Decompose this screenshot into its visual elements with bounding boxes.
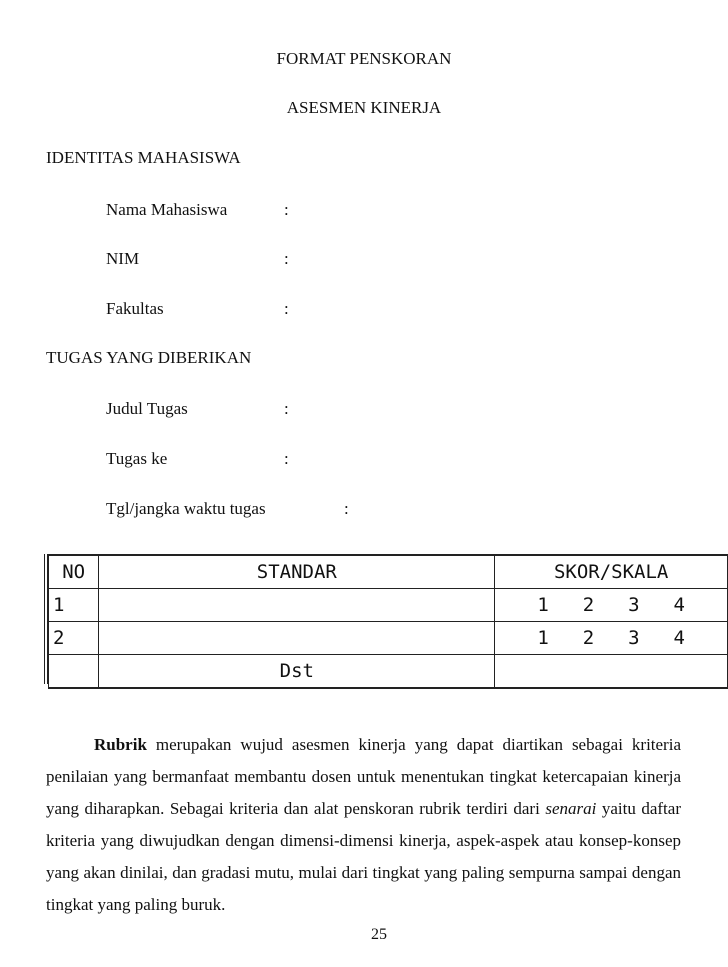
- paragraph-text-2: yaitu daftar kriteria yang diwujudkan dengan dimensi-dimensi kinerja, aspek-aspek atau konsep-konsep yang akan dinilai, dan gradasi mutu, mulai dari tingkat yang paling sempurna sampai dengan tingkat yang paling buruk.: [46, 799, 681, 914]
- row-number: 2: [49, 622, 99, 655]
- row-number: 1: [49, 589, 99, 622]
- table-row: [49, 622, 728, 655]
- header-standar: STANDAR: [99, 555, 495, 589]
- footer-dst: Dst: [99, 655, 495, 689]
- score-value: 4: [673, 627, 685, 649]
- score-value: 2: [582, 627, 595, 649]
- field-colon: :: [284, 399, 289, 418]
- footer-empty-cell: [495, 655, 728, 689]
- paragraph-text-1: merupakan wujud asesmen kinerja yang dapat diartikan sebagai kriteria penilaian yang bermanfaat membantu dosen untuk menentukan tingkat ketercapaian kinerja yang diharapkan. Sebagai kriteria dan alat penskoran rubrik terdiri dari: [46, 735, 681, 818]
- table-row: [49, 589, 728, 622]
- page-number: 25: [371, 926, 387, 943]
- title-line-2: ASESMEN KINERJA: [286, 98, 442, 117]
- row-standar: [99, 622, 495, 655]
- section-heading-tugas: TUGAS YANG DIBERIKAN: [46, 348, 252, 367]
- footer-empty-cell: [49, 655, 99, 689]
- field-label-tgl-waktu: Tgl/jangka waktu tugas: [106, 499, 266, 518]
- field-label-tugas-ke: Tugas ke: [106, 449, 168, 468]
- senarai-term: senarai: [545, 799, 597, 818]
- field-colon: :: [284, 449, 289, 468]
- field-colon: :: [284, 200, 289, 219]
- row-standar: [99, 589, 495, 622]
- title-line-1: FORMAT PENSKORAN: [276, 49, 452, 68]
- header-skor-skala: SKOR/SKALA: [495, 555, 728, 589]
- row-scores: [495, 622, 728, 655]
- field-colon: :: [284, 249, 289, 268]
- score-value: 1: [537, 627, 549, 649]
- table-header-row: [49, 555, 728, 589]
- field-label-judul-tugas: Judul Tugas: [106, 399, 188, 418]
- field-label-nim: NIM: [106, 249, 140, 268]
- score-value: 3: [628, 594, 640, 616]
- field-label-fakultas: Fakultas: [106, 299, 164, 318]
- score-value: 3: [628, 627, 640, 649]
- field-colon: :: [284, 299, 289, 318]
- field-label-nama: Nama Mahasiswa: [106, 200, 228, 219]
- header-no: NO: [49, 555, 99, 589]
- score-value: 4: [673, 594, 685, 616]
- table-footer-row: [49, 655, 728, 689]
- rubrik-paragraph: [46, 729, 681, 921]
- score-value: 1: [537, 594, 549, 616]
- score-value: 2: [582, 594, 595, 616]
- field-colon: :: [344, 499, 349, 518]
- section-heading-identitas: IDENTITAS MAHASISWA: [46, 148, 241, 167]
- row-scores: [495, 589, 728, 622]
- scoring-table: [44, 554, 728, 684]
- rubrik-term: Rubrik: [94, 735, 147, 754]
